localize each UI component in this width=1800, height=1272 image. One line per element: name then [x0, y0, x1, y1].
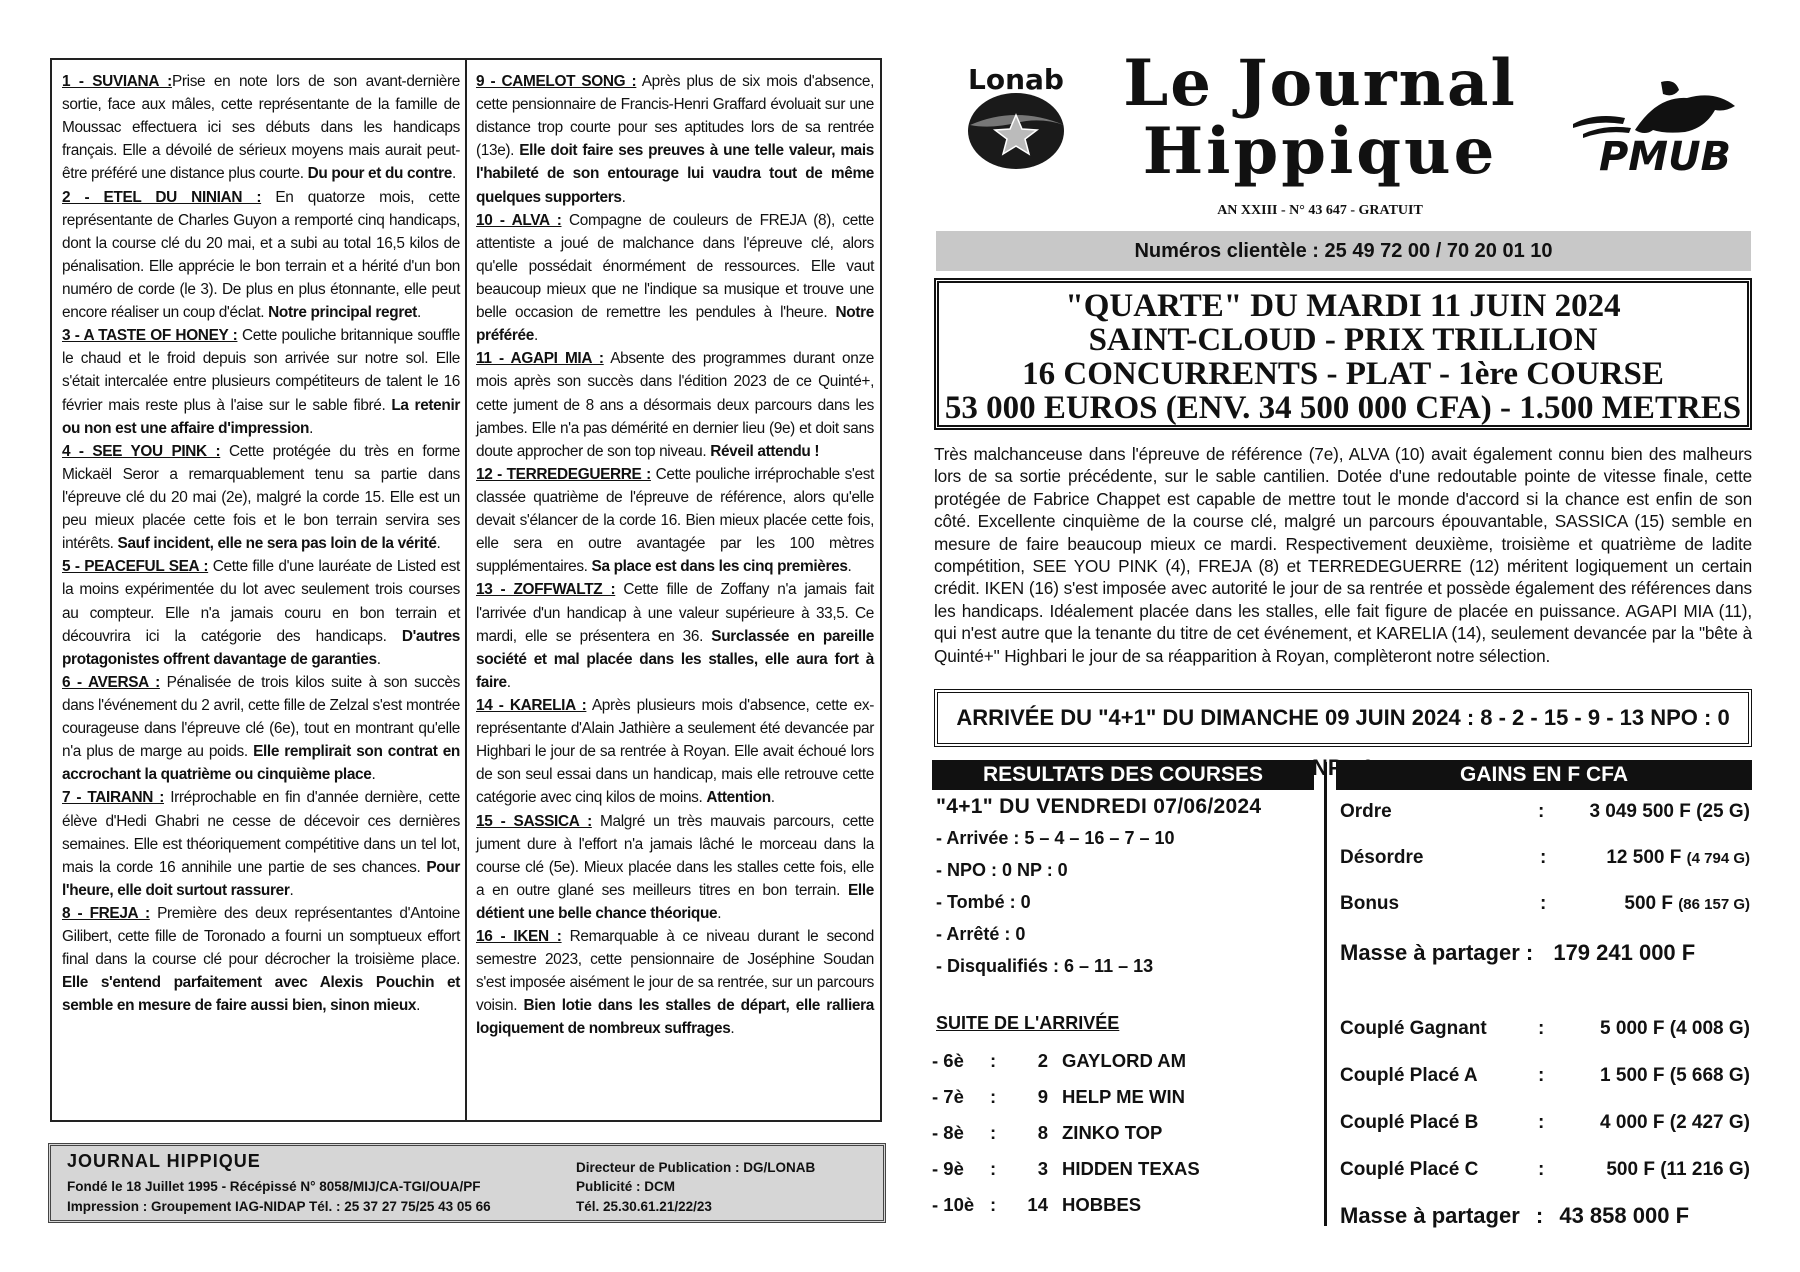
race-line-3: 16 CONCURRENTS - PLAT - 1ère COURSE — [1022, 356, 1664, 392]
gain-couple-place-b: Couplé Placé B : 4 000 F (2 427 G) — [1340, 1112, 1750, 1133]
suite-name: HELP ME WIN — [1062, 1086, 1185, 1107]
suite-num: 9 — [1037, 1086, 1048, 1107]
result-arrivee: - Arrivée : 5 – 4 – 16 – 7 – 10 — [936, 828, 1175, 848]
gain-value: 4 000 F (2 427 G) — [1600, 1112, 1750, 1133]
race-summary: Très malchanceuse dans l'épreuve de référence (7e), ALVA (10) avait également connu bien des malheurs lors de sa sortie précédente, sur le sable cantilien. Dotée d'une redoutable pointe de vitesse finale, cette protégée de Fabrice Chappet est capable de mettre tout le monde d'accord si la chance est enfin de son côté. Excellente cinquième de la course clé, malgré un parcours épouvantable, SASSICA (15) semble en mesure de faire beaucoup mieux ce mardi. Respectivement deuxième, troisième et quatrième de ladite compétition, SEE YOU PINK (4), FREJA (8) et TERREDEGUERRE (12) méritent logiquement un certain crédit. IKEN (16) s'est imposée avec autorité le jour de sa rentrée et possède également des références dans les handicaps. Idéalement placée dans les stalles, elle fait figure de placée en puissance. AGAPI MIA (11), qui n'est autre que la tenante du titre de cet événement, et KARELIA (14), seulement devancée par la "bête à Quinté+" Highbari le jour de sa réapparition à Royan, complèteront notre sélection. — [934, 444, 1752, 666]
commentary: . — [309, 419, 314, 437]
horse-name: 6 - AVERSA : — [62, 673, 160, 691]
horse-name: 11 - AGAPI MIA : — [476, 350, 604, 368]
horse-name: 12 - TERREDEGUERRE : — [476, 465, 651, 483]
commentary: . — [506, 673, 511, 691]
commentary: Prise en note lors de son avant-dernière sortie, face aux mâles, cette représentante de la famille de Moussac effectuera ici ses débuts dans les handicaps français. Elle a dévoilé de sérieux moyens mais aurait peut-être préféré une distance plus courte. — [62, 73, 460, 183]
verdict: Réveil attendu ! — [710, 442, 820, 460]
suite-sep: : — [990, 1050, 997, 1071]
horse-name: 10 - ALVA : — [476, 211, 562, 229]
commentary: Absente des programmes durant onze mois après son succès dans l'édition 2023 de ce Quinté+, cette jument de 8 ans a désormais deux parcours dans les jambes. Elle n'a pas démérité en dernier lieu (9e) et doit sans doute approcher de son top niveau. — [476, 350, 874, 460]
publication-footer — [48, 1143, 886, 1223]
masthead — [1095, 46, 1545, 189]
verdict: Elle s'entend parfaitement avec Alexis Pouchin et semble en mesure de faire aussi bien, sinon mieux — [62, 974, 460, 1015]
footer-founded: Fondé le 18 Juillet 1995 - Récépissé N° 8058/MIJ/CA-TGI/OUA/PF — [67, 1179, 481, 1194]
verdict: Sa place est dans les cinq premières — [591, 558, 848, 576]
pmub-wordmark: PMUB — [1598, 134, 1732, 177]
gain-value: 500 F (11 216 G) — [1606, 1159, 1750, 1180]
masse-a-partager-2: Masse à partager : 43 858 000 F — [1340, 1203, 1690, 1228]
suite-sep: : — [990, 1122, 997, 1143]
commentary: Pénalisée de trois kilos suite à son succès dans l'événement du 2 avril, cette fille de Zelzal s'est montrée courageuse dans l'épreuve clé (6e), tout en montrant qu'elle n'a plus de marge au poids. — [62, 673, 460, 761]
lonab-logo — [960, 65, 1072, 173]
gain-winners: (86 157 G) — [1678, 896, 1750, 913]
commentary: . — [376, 650, 381, 668]
commentary: . — [717, 904, 722, 922]
suite-rank: - 10è — [932, 1194, 975, 1215]
horse-entry — [476, 347, 874, 463]
race-line-1: "QUARTE" DU MARDI 11 JUIN 2024 — [1065, 288, 1621, 324]
masse-label: Masse à partager — [1340, 1203, 1520, 1228]
masse-value: 179 241 000 F — [1553, 940, 1696, 965]
horse-entry — [62, 440, 460, 556]
pmub-logo — [1565, 72, 1750, 177]
horse-name: 14 - KARELIA : — [476, 696, 587, 714]
horse-name: 1 - SUVIANA : — [62, 73, 172, 90]
horse-name: 3 - A TASTE OF HONEY : — [62, 327, 238, 345]
verdict: Notre principal regret — [268, 304, 417, 322]
horse-entry — [476, 70, 874, 209]
results-divider — [1324, 762, 1327, 1226]
commentary: . — [770, 789, 775, 807]
results-subtitle: "4+1" DU VENDREDI 07/06/2024 — [936, 795, 1262, 818]
verdict: Pour l'heure, elle doit surtout rassurer — [62, 858, 460, 899]
suite-num: 2 — [1037, 1050, 1048, 1071]
horse-name: 15 - SASSICA : — [476, 812, 592, 830]
commentary: Première des deux représentantes d'Antoine Gilibert, cette fille de Toronado a fourni un somptueux effort final dans la course clé pour décrocher la troisième place. — [62, 904, 460, 969]
gains-header: GAINS EN F CFA — [1336, 760, 1752, 790]
suite-sep: : — [990, 1158, 997, 1179]
horse-name: 5 - PEACEFUL SEA : — [62, 558, 209, 576]
horse-name: 8 - FREJA : — [62, 904, 150, 922]
footer-printing: Impression : Groupement IAG-NIDAP Tél. : 25 37 27 75/25 43 05 66 — [67, 1199, 491, 1214]
commentary: Remarquable à ce niveau durant le second semestre 2023, cette pensionnaire de Joséphine Soudan s'est imposée aisément le jour de sa rentrée, sur un parcours voisin. — [476, 928, 874, 1015]
masse-a-partager-1 — [1340, 940, 1695, 966]
commentary: En quatorze mois, cette représentante de Charles Guyon a remporté cinq handicaps, dont la course clé du 20 mai, et a subi au total 16,5 kilos de pénalisation. Elle apprécie le bon terrain et a hérité d'un bon numéro de corde (le 3). De plus en plus étonnante, elle peut encore réaliser un coup d'éclat. — [62, 188, 460, 322]
suite-num: 8 — [1037, 1122, 1048, 1143]
suite-rank: - 8è — [932, 1122, 964, 1143]
gain-value: 3 049 500 F (25 G) — [1589, 801, 1750, 822]
commentary: . — [621, 188, 626, 206]
suite-name: HOBBES — [1062, 1194, 1142, 1215]
verdict: Elle détient une belle chance théorique — [476, 881, 874, 922]
commentary: Cette pouliche irréprochable s'est classée quatrième de l'épreuve de référence, alors qu'elle devait s'élancer de la corde 16. Bien mieux placée cette fois, elle sera en outre avantagée par les 100 mètres supplémentaires. — [476, 465, 874, 576]
gain-label: Couplé Gagnant — [1340, 1018, 1487, 1039]
verdict: Bien lotie dans les stalles de départ, elle ralliera logiquement de nombreux suffrages — [476, 997, 874, 1038]
lonab-wordmark: Lonab — [968, 65, 1064, 96]
gain-ordre: Ordre : 3 049 500 F (25 G) — [1340, 801, 1750, 822]
previous-arrival-box: ARRIVÉE DU "4+1" DU DIMANCHE 09 JUIN 2024 : 8 - 2 - 15 - 9 - 13 NPO : 0 NP — [934, 689, 1752, 747]
footer-phone: Tél. 25.30.61.21/22/23 — [576, 1199, 712, 1214]
commentary: . — [416, 997, 421, 1015]
suite-rank: - 6è — [932, 1050, 964, 1071]
verdict: Notre préférée — [476, 304, 874, 345]
commentary: Malgré un très mauvais parcours, cette jument dure à l'effort n'a jamais lâché le morceau dans la course clé (5e). Mieux placée dans les stalles cette fois, elle a en outre glané ses meilleurs titres en bon terrain. — [476, 812, 874, 899]
suite-sep: : — [990, 1194, 997, 1215]
gain-label: Couplé Placé B — [1340, 1112, 1479, 1133]
race-line-2: SAINT-CLOUD - PRIX TRILLION — [1088, 322, 1598, 358]
commentary: . — [451, 165, 456, 183]
commentary: Après plus de six mois d'absence, cette pensionnaire de Francis-Henri Graffard évoluait sur une distance trop courte pour ses aptitudes lors de sa rentrée (13e). — [476, 73, 875, 160]
gain-couple-gagnant: Couplé Gagnant : 5 000 F (4 008 G) — [1340, 1018, 1750, 1039]
commentary: . — [416, 304, 421, 322]
gain-label: Ordre — [1340, 801, 1392, 822]
horse-entry — [62, 902, 460, 1018]
commentary: Compagne de couleurs de FREJA (8), cette attentiste a joué de malchance dans l'épreuve clé, alors qu'elle possédait énormément de ressources. Elle vaut beaucoup mieux que ne l'indique sa musique et trouve une belle occasion de remettre les pendules à l'heure. — [476, 211, 874, 322]
masse-label: Masse à partager : — [1340, 940, 1534, 965]
result-tombe: - Tombé : 0 — [936, 892, 1031, 912]
commentary: . — [730, 1020, 735, 1038]
horse-entry — [62, 70, 460, 186]
footer-title: JOURNAL HIPPIQUE — [67, 1151, 261, 1171]
commentary: . — [436, 535, 441, 553]
commentary: . — [533, 327, 538, 345]
masthead-title-line-2: Hippique — [1142, 114, 1498, 189]
verdict: La retenir ou non est une affaire d'impression — [62, 396, 461, 437]
suite-rank: - 9è — [932, 1158, 964, 1179]
horse-entry — [476, 209, 874, 348]
horse-name: 4 - SEE YOU PINK : — [62, 442, 221, 460]
gain-couple-place-a: Couplé Placé A : 1 500 F (5 668 G) — [1340, 1065, 1750, 1086]
horse-entry — [62, 186, 460, 325]
suite-rank: - 7è — [932, 1086, 964, 1107]
suite-arrivee-title: SUITE DE L'ARRIVÉE — [936, 1013, 1120, 1033]
suite-num: 3 — [1037, 1158, 1048, 1179]
race-title-box — [934, 278, 1752, 430]
gain-desordre: Désordre : 12 500 F (4 794 G) — [1340, 847, 1750, 868]
commentary: Après plusieurs mois d'absence, cette ex-représentante d'Alain Jathière a seulement été devancée par Highbari le jour de sa rentrée à Royan. Elle avait échoué lors de son seul essai dans un handicap, mais elle retrouve cette catégorie avec cinq kilos de moins. — [476, 696, 874, 807]
gain-label: Couplé Placé A — [1340, 1065, 1478, 1086]
result-disqualifies: - Disqualifiés : 6 – 11 – 13 — [936, 956, 1154, 976]
horse-entry — [476, 694, 874, 810]
masse-value: 43 858 000 F — [1559, 1203, 1690, 1228]
edition-line: AN XXIII - N° 43 647 - GRATUIT — [1217, 203, 1423, 218]
horse-entry — [476, 925, 874, 1041]
commentary: Cette protégée du très en forme Mickaël Seror a remarquablement tenu sa partie dans l'épreuve clé du 20 mai (2e), malgré la corde 15. Elle est un peu mieux placée cette fois et le bon terrain servira ses intérêts. — [62, 442, 460, 553]
commentary: . — [289, 881, 294, 899]
column-divider — [465, 58, 467, 1122]
commentary: Cette fille d'une lauréate de Listed est la moins expérimentée du lot avec seulement trois courses au compteur. Elle n'a jamais couru en bon terrain et découvrira ici la catégorie des handicaps. — [62, 558, 460, 645]
commentary: Cette pouliche britannique souffle le chaud et le froid depuis son arrivée sur notre sol. Elle s'était intercalée entre plusieurs compétiteurs de talent le 16 février mais reste plus à l'aise sur le sable fibré. — [62, 327, 460, 414]
verdict: Sauf incident, elle ne sera pas loin de la vérité — [117, 535, 437, 553]
gain-winners: (4 794 G) — [1686, 850, 1750, 867]
horse-name: 16 - IKEN : — [476, 928, 562, 946]
horse-name: 9 - CAMELOT SONG : — [476, 73, 637, 90]
verdict: D'autres protagonistes offrent davantage de garanties — [62, 627, 460, 668]
horse-entry — [476, 578, 874, 694]
horse-entry — [476, 810, 874, 926]
commentary: . — [371, 766, 376, 784]
verdict: Attention — [706, 789, 771, 807]
gain-value: 500 F — [1624, 893, 1673, 914]
gain-label: Désordre — [1340, 847, 1424, 868]
suite-num: 14 — [1027, 1194, 1048, 1215]
footer-director: Directeur de Publication : DG/LONAB — [576, 1160, 816, 1175]
verdict: Elle doit faire ses preuves à une telle valeur, mais l'habileté de son entourage lui vaudra tout de même quelques supporters — [476, 142, 874, 206]
footer-advertising: Publicité : DCM — [576, 1179, 676, 1194]
horse-name: 2 - ETEL DU NINIAN : — [62, 188, 262, 206]
result-npo: - NPO : 0 NP : 0 — [936, 860, 1068, 880]
client-numbers-bar: Numéros clientèle : 25 49 72 00 / 70 20 01 10 — [936, 231, 1751, 271]
suite-name: GAYLORD AM — [1062, 1050, 1187, 1071]
suite-name: HIDDEN TEXAS — [1062, 1158, 1200, 1179]
jockey-icon — [1661, 81, 1679, 95]
gain-couple-place-c: Couplé Placé C : 500 F (11 216 G) — [1340, 1159, 1750, 1180]
gain-label: Bonus — [1340, 893, 1400, 914]
gain-label: Couplé Placé C — [1340, 1159, 1479, 1180]
commentary: . — [847, 558, 852, 576]
gain-value: 12 500 F — [1606, 847, 1682, 868]
horse-entry — [62, 786, 460, 902]
commentary: Irréprochable en fin d'année dernière, cette élève d'Hedi Ghabri ne cesse de décevoir ces dernières semaines. Elle est théoriquement compétitive dans un tel lot, mais la corde 16 annihile une partie de ses chances. — [62, 789, 460, 876]
results-header: RESULTATS DES COURSES — [932, 760, 1314, 790]
verdict: Du pour et du contre — [307, 165, 452, 183]
suite-sep: : — [990, 1086, 997, 1107]
commentary: Cette fille de Zoffany n'a jamais fait l'arrivée d'un handicap à une valeur supérieure à 33,5. Ce mardi, elle se présentera en 36. — [476, 581, 874, 645]
horse-name: 13 - ZOFFWALTZ : — [476, 581, 616, 599]
horse-entry — [62, 324, 460, 440]
result-arrete: - Arrêté : 0 — [936, 924, 1026, 944]
horse-icon — [1635, 95, 1735, 133]
description-column-right — [476, 70, 874, 1041]
horse-name: 7 - TAIRANN : — [62, 789, 165, 807]
gain-bonus: Bonus : 500 F (86 157 G) — [1340, 893, 1750, 914]
horse-entry — [62, 555, 460, 671]
race-line-4: 53 000 EUROS (ENV. 34 500 000 CFA) - 1.500 METRES — [944, 390, 1742, 426]
masthead-title-line-1: Le Journal — [1123, 46, 1517, 121]
gain-value: 5 000 F (4 008 G) — [1600, 1018, 1750, 1039]
horse-entry — [476, 463, 874, 579]
description-column-left — [62, 70, 460, 1017]
verdict: Surclassée en pareille société et mal placée dans les stalles, elle aura fort à faire — [476, 627, 874, 691]
horse-entry — [62, 671, 460, 787]
verdict: Elle remplirait son contrat en accrochant la quatrième ou cinquième place — [62, 743, 460, 784]
gain-value: 1 500 F (5 668 G) — [1600, 1065, 1750, 1086]
suite-name: ZINKO TOP — [1062, 1122, 1163, 1143]
